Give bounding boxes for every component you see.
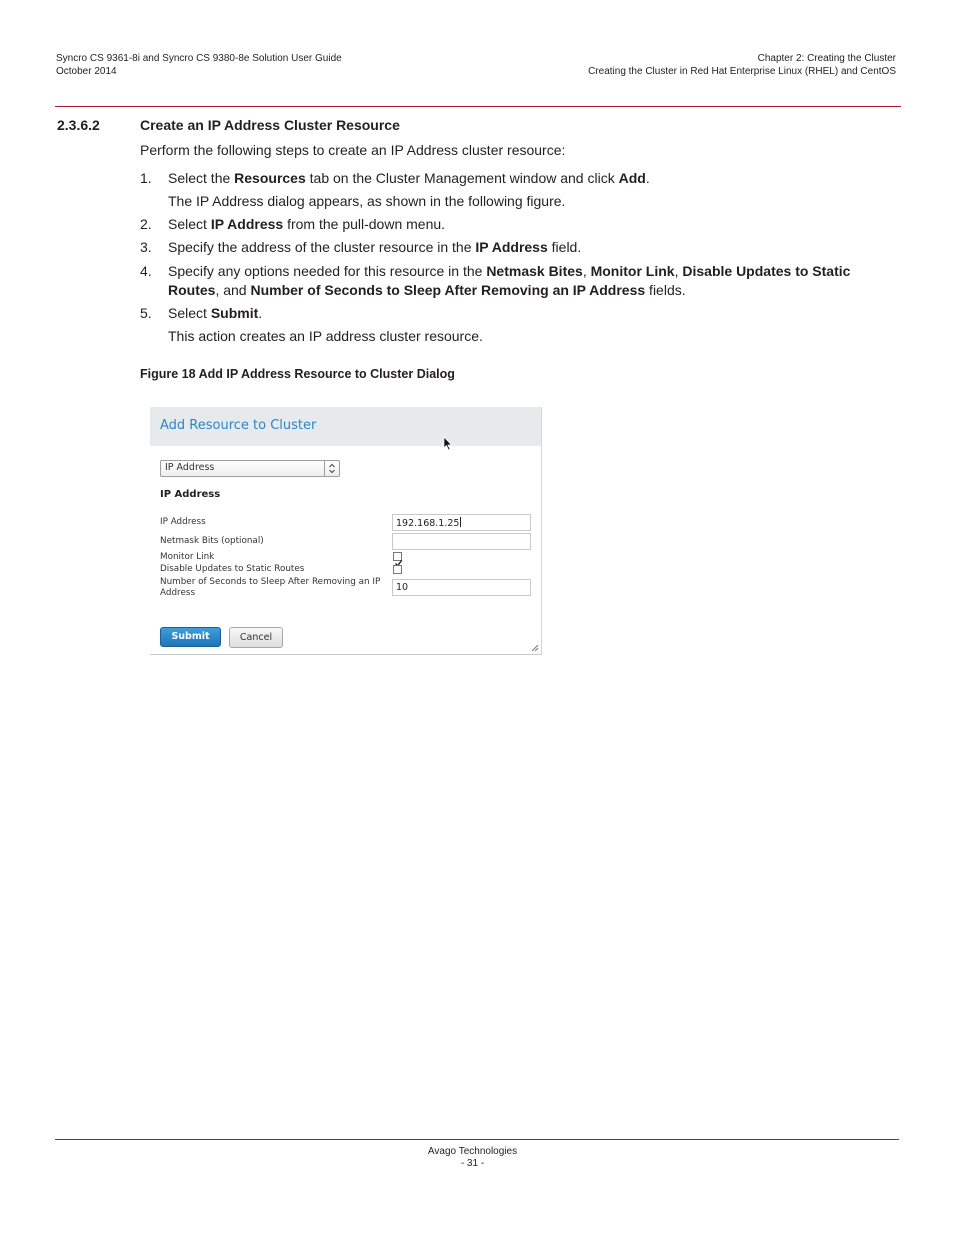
monitor-link-checkbox[interactable] <box>393 552 402 561</box>
step-2: 2. Select IP Address from the pull-down menu. <box>140 216 446 232</box>
ui-term: Disable Updates to Static Routes <box>168 263 851 298</box>
step-number: 3. <box>140 239 152 255</box>
disable-updates-label: Disable Updates to Static Routes <box>160 564 305 574</box>
step-1-note: The IP Address dialog appears, as shown in the following figure. <box>168 193 566 209</box>
ui-term: Number of Seconds to Sleep After Removing an IP Address <box>250 282 646 298</box>
netmask-input[interactable] <box>392 533 531 550</box>
sleep-seconds-label: Number of Seconds to Sleep After Removing an IP Address <box>160 577 381 598</box>
text-caret <box>460 517 461 527</box>
step-4: 4. Specify any options needed for this resource in the Netmask Bites, Monitor Link, Disable Updates to Static Routes, and Number of Seconds to Sleep After Removing an IP Address fields. <box>140 263 851 298</box>
page-number: - 31 - <box>460 1158 485 1169</box>
intro-paragraph: Perform the following steps to create an IP Address cluster resource: <box>140 142 566 158</box>
submit-button[interactable]: Submit <box>160 627 221 647</box>
ui-term: Submit <box>210 305 259 321</box>
add-resource-dialog <box>150 407 542 655</box>
group-title: IP Address <box>160 489 221 500</box>
running-header-right <box>588 53 896 78</box>
ui-term: Resources <box>234 170 306 186</box>
footer-rule <box>55 1139 899 1140</box>
step-number: 1. <box>140 170 152 186</box>
cancel-button[interactable]: Cancel <box>229 627 283 648</box>
ui-term: IP Address <box>210 216 284 232</box>
monitor-link-label: Monitor Link <box>160 552 215 562</box>
dialog-title: Add Resource to Cluster <box>160 418 317 433</box>
resource-type-value: IP Address <box>165 462 215 473</box>
step-5: 5. Select Submit. <box>140 305 263 321</box>
step-number: 5. <box>140 305 152 321</box>
doc-title: Syncro CS 9361-8i and Syncro CS 9380-8e Solution User Guide <box>56 53 342 64</box>
step-number: 4. <box>140 263 152 279</box>
ip-address-input[interactable]: 192.168.1.25 <box>392 514 531 531</box>
doc-date: October 2014 <box>56 65 117 77</box>
footer-company: Avago Technologies <box>427 1146 518 1157</box>
step-5-note: This action creates an IP address cluster resource. <box>168 328 483 344</box>
chapter-section: Creating the Cluster in Red Hat Enterprise Linux (RHEL) and CentOS <box>588 65 896 77</box>
step-3: 3. Specify the address of the cluster resource in the IP Address field. <box>140 239 582 255</box>
netmask-label: Netmask Bits (optional) <box>160 536 264 546</box>
resize-grip-icon[interactable] <box>531 644 539 652</box>
ui-term: Netmask Bites <box>486 263 583 279</box>
step-1: 1. Select the Resources tab on the Cluster Management window and click Add. <box>140 170 650 186</box>
figure-caption: Figure 18 Add IP Address Resource to Cluster Dialog <box>140 367 455 381</box>
header-rule <box>55 106 901 107</box>
resource-type-select[interactable] <box>160 460 340 477</box>
ui-term: Add <box>618 170 646 186</box>
disable-updates-checkbox[interactable] <box>393 565 402 574</box>
dialog-header <box>150 407 541 446</box>
section-title: Create an IP Address Cluster Resource <box>140 117 400 133</box>
ui-term: IP Address <box>475 239 548 255</box>
step-number: 2. <box>140 216 152 232</box>
mouse-cursor-icon <box>443 436 453 452</box>
ui-term: Monitor Link <box>590 263 675 279</box>
ip-address-label: IP Address <box>160 517 206 527</box>
sleep-seconds-input[interactable]: 10 <box>392 579 531 596</box>
running-header-left <box>56 53 342 78</box>
chevron-up-down-icon <box>324 461 339 476</box>
chapter-title: Chapter 2: Creating the Cluster <box>757 53 896 64</box>
section-number: 2.3.6.2 <box>57 117 100 133</box>
